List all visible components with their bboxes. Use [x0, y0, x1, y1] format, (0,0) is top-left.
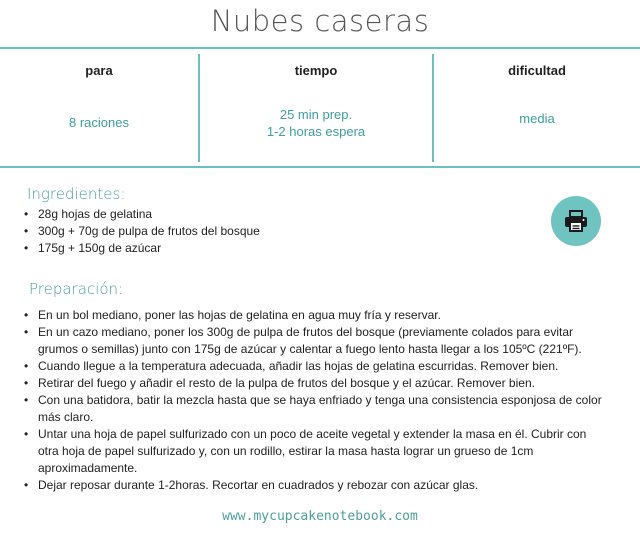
tiempo-value — [200, 106, 432, 140]
preparacion-step: • En un bol mediano, poner las hojas de gelatina en agua muy fría y reservar. — [22, 307, 608, 324]
dificultad-value: media — [519, 111, 555, 126]
preparacion-step: • Dejar reposar durante 1-2horas. Recortar en cuadrados y rebozar con azúcar glas. — [22, 477, 608, 494]
preparacion-step: • Retirar del fuego y añadir el resto de la pulpa de frutos del bosque y el azúcar. Remover bien. — [22, 375, 608, 392]
dificultad-label: dificultad — [508, 63, 566, 78]
footer-website[interactable]: www.mycupcakenotebook.com — [222, 509, 418, 524]
ingrediente-item: • 175g + 150g de azúcar — [22, 240, 522, 257]
tiempo-value-espera: 1-2 horas espera — [266, 124, 366, 139]
ingredientes-title: Ingredientes: — [27, 185, 126, 203]
info-para — [0, 49, 198, 166]
preparacion-step: • Con una batidora, batir la mezcla hasta que se haya enfriado y tenga una consistencia esponjosa de color más claro. — [22, 392, 608, 426]
recipe-title: Nubes caseras — [210, 4, 430, 38]
tiempo-value-prep: 25 min prep. — [279, 107, 353, 122]
preparacion-list — [22, 307, 608, 494]
ingrediente-item: • 300g + 70g de pulpa de frutos del bosque — [22, 223, 522, 240]
ingrediente-item: • 28g hojas de gelatina — [22, 206, 522, 223]
printer-icon — [563, 209, 589, 233]
print-button[interactable] — [551, 196, 601, 246]
preparacion-step: • Untar una hoja de papel sulfurizado con un poco de aceite vegetal y extender la masa en él. Cubrir con otra hoja de papel sulfurizado y, con un rodillo, estirar la masa hasta lograr un grueso de 1cm aproximadamente. — [22, 426, 608, 477]
preparacion-step: • Cuando llegue a la temperatura adecuada, añadir las hojas de gelatina escurridas. Remover bien. — [22, 358, 608, 375]
preparacion-title: Preparación: — [29, 280, 124, 298]
para-label: para — [85, 63, 113, 78]
tiempo-label: tiempo — [294, 63, 338, 78]
para-value: 8 raciones — [69, 115, 129, 130]
info-dificultad — [434, 49, 640, 166]
ingredientes-list — [22, 206, 522, 257]
bottom-divider — [0, 166, 640, 168]
preparacion-step: • En un cazo mediano, poner los 300g de pulpa de frutos del bosque (previamente colados para evitar grumos o semillas) junto con 175g de azúcar y calentar a fuego lento hasta llegar a los 105ºC (221ºF). — [22, 324, 608, 358]
info-tiempo — [200, 49, 432, 166]
